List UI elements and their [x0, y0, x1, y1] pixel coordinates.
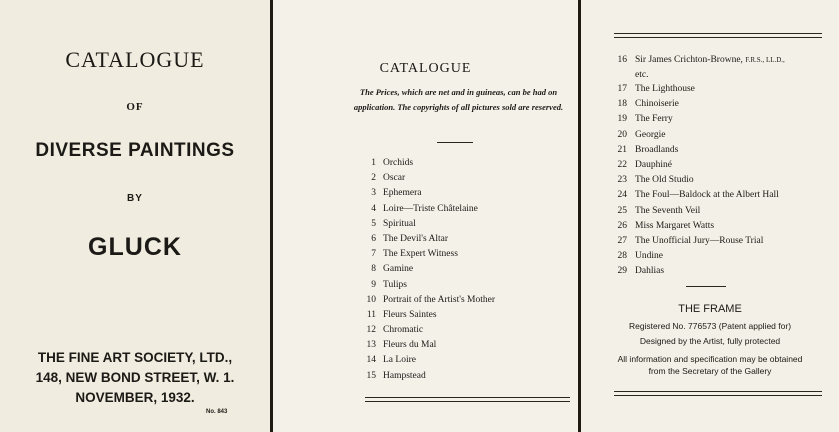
list-item — [609, 128, 779, 143]
item-title: La Loire — [383, 355, 416, 366]
item-title: Gamine — [383, 264, 414, 275]
list-item — [361, 338, 495, 353]
list-item — [609, 234, 779, 249]
publisher-line-2: 148, NEW BOND STREET, W. 1. — [35, 370, 235, 385]
price-note: The Prices, which are net and in guineas, can be had on application. The copyrights of all pictures sold are reserved. — [353, 87, 564, 112]
item-number: 14 — [366, 355, 376, 366]
cover-page — [0, 0, 270, 432]
item-title: Tulips — [383, 279, 407, 290]
item-number: 6 — [371, 233, 376, 244]
item-title: Dahlias — [635, 266, 665, 277]
item-number: 1 — [371, 158, 376, 168]
item-title: Broadlands — [635, 144, 679, 155]
double-rule-top — [614, 33, 822, 38]
item-number: 3 — [371, 188, 376, 199]
list-item — [609, 188, 779, 203]
item-number: 17 — [617, 84, 627, 94]
item-number: 18 — [617, 99, 627, 110]
item-title: Hampstead — [383, 370, 426, 381]
item-number: 23 — [617, 175, 627, 186]
list-item — [361, 186, 495, 201]
item-number: 9 — [371, 279, 376, 290]
item-number: 24 — [617, 190, 627, 201]
item-number: 16 — [617, 55, 627, 65]
list-item — [609, 158, 779, 173]
frame-title: THE FRAME — [678, 303, 742, 315]
painting-list-part-1 — [361, 156, 495, 384]
frame-registration: Registered No. 776573 (Patent applied for) — [628, 321, 792, 331]
item-number: 5 — [371, 218, 376, 229]
item-title: Orchids — [383, 158, 414, 168]
list-item — [361, 202, 495, 217]
item-number: 12 — [366, 325, 376, 336]
catalogue-page-2 — [581, 0, 839, 432]
list-item — [361, 278, 495, 293]
item-title: Chinoiserie — [635, 99, 679, 110]
item-number: 10 — [366, 294, 376, 305]
painting-list-part-3 — [609, 82, 779, 279]
double-rule — [365, 397, 570, 402]
item-title: Fleurs du Mal — [383, 340, 437, 351]
item-number: 19 — [617, 114, 627, 125]
item-number: 27 — [617, 235, 627, 246]
item-number: 25 — [617, 205, 627, 216]
item-number: 29 — [617, 266, 627, 277]
item-title: The Ferry — [635, 114, 673, 125]
frame-designed: Designed by the Artist, fully protected — [639, 336, 781, 346]
list-item — [609, 97, 779, 112]
item-number: 22 — [617, 159, 627, 170]
list-item — [361, 156, 495, 171]
item-title: Chromatic — [383, 325, 424, 336]
item-title: Ephemera — [383, 188, 422, 199]
item-honors: F.R.S., LL.D., — [745, 56, 785, 64]
item-number: 21 — [617, 144, 627, 155]
item-title: Miss Margaret Watts — [635, 220, 715, 231]
item-title: Portrait of the Artist's Mother — [383, 294, 496, 305]
list-item — [361, 353, 495, 368]
item-title: The Devil's Altar — [383, 233, 449, 244]
frame-info-1: All information and specification may be obtained — [617, 354, 803, 364]
catalogue-page — [273, 0, 578, 432]
item-title: Oscar — [383, 173, 406, 184]
list-item — [609, 82, 779, 97]
list-item — [609, 112, 779, 127]
publication-date: NOVEMBER, 1932. — [75, 390, 195, 405]
painting-list-part-2 — [609, 53, 785, 83]
divider — [437, 142, 473, 143]
item-title: Dauphiné — [635, 159, 672, 170]
list-item — [609, 204, 779, 219]
catalogue-title: CATALOGUE — [379, 61, 472, 76]
item-title: Sir James Crichton-Browne, — [635, 55, 743, 65]
catalogue-number: No. 843 — [206, 409, 228, 415]
item-number: 7 — [371, 249, 376, 260]
item-number: 20 — [617, 129, 627, 140]
item-number: 8 — [371, 264, 376, 275]
item-number: 11 — [366, 309, 376, 320]
item-title: The Old Studio — [635, 175, 694, 186]
item-continuation: etc. — [635, 70, 649, 81]
item-number: 4 — [371, 203, 376, 214]
cover-subtitle: DIVERSE PAINTINGS — [35, 140, 235, 161]
list-item — [361, 171, 495, 186]
cover-artist: GLUCK — [88, 233, 182, 261]
frame-info-2: from the Secretary of the Gallery — [648, 366, 772, 376]
list-item — [361, 293, 495, 308]
item-title: Fleurs Saintes — [383, 309, 437, 320]
item-title: Undine — [635, 251, 663, 262]
item-title: The Foul—Baldock at the Albert Hall — [635, 190, 779, 201]
item-title: The Expert Witness — [383, 249, 458, 260]
list-item — [609, 249, 779, 264]
item-title: Loire—Triste Châtelaine — [383, 203, 478, 214]
cover-by: BY — [127, 193, 143, 204]
list-item — [361, 217, 495, 232]
list-item — [609, 173, 779, 188]
list-item — [361, 232, 495, 247]
list-item — [361, 323, 495, 338]
divider — [686, 286, 726, 287]
list-item — [361, 369, 495, 384]
item-title: The Lighthouse — [635, 84, 695, 94]
list-item — [361, 247, 495, 262]
item-number: 13 — [366, 340, 376, 351]
item-number: 26 — [617, 220, 627, 231]
cover-title: CATALOGUE — [65, 47, 205, 72]
cover-of: OF — [126, 101, 144, 113]
list-item — [361, 308, 495, 323]
list-item — [609, 219, 779, 234]
double-rule-bottom — [614, 391, 822, 396]
item-number: 2 — [371, 173, 376, 184]
item-title: Georgie — [635, 129, 666, 140]
publisher-line-1: THE FINE ART SOCIETY, LTD., — [37, 350, 233, 365]
list-item — [609, 143, 779, 158]
item-number: 28 — [617, 251, 627, 262]
list-item — [361, 262, 495, 277]
item-title: Spiritual — [383, 218, 416, 229]
list-item — [609, 53, 785, 68]
list-item — [609, 264, 779, 279]
item-title: The Seventh Veil — [635, 205, 701, 216]
item-number: 15 — [366, 370, 376, 381]
item-title: The Unofficial Jury—Rouse Trial — [635, 235, 764, 246]
